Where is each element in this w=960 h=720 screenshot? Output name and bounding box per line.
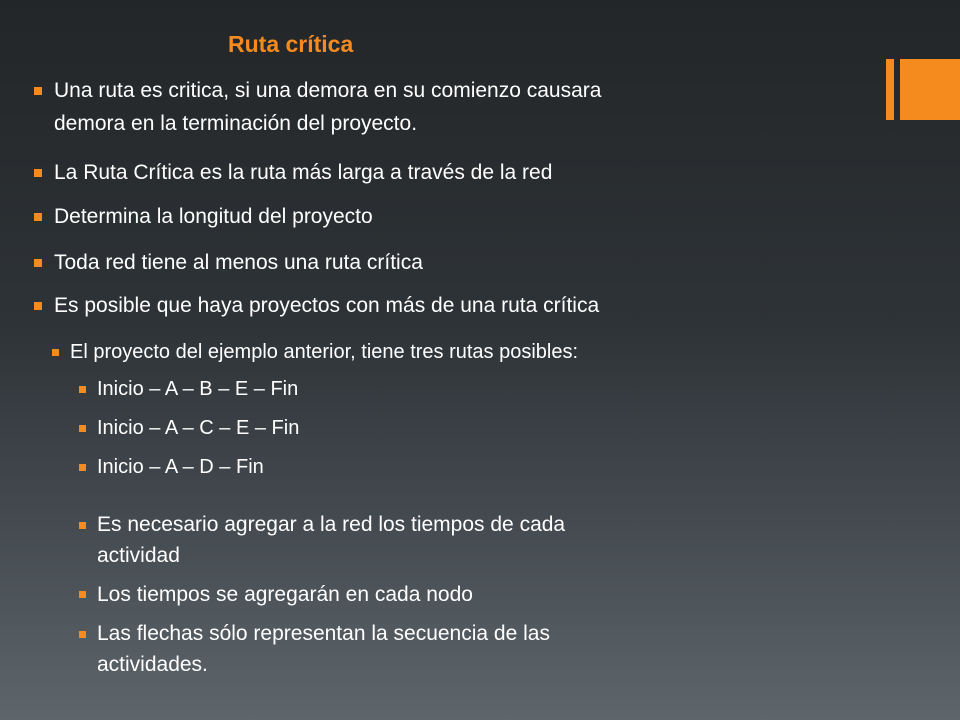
square-bullet-icon [79,464,86,471]
note-text-line: Es necesario agregar a la red los tiempos de cada [97,513,566,536]
note-text-line: Los tiempos se agregarán en cada nodo [97,583,473,606]
bullet-text: La Ruta Crítica es la ruta más larga a través de la red [54,161,553,184]
route-item [97,412,299,445]
note-text-line: actividades. [97,653,208,676]
route-text: Inicio – A – D – Fin [97,456,264,478]
square-bullet-icon [34,302,42,310]
bullet-every-network [54,246,423,279]
bullet-text: Determina la longitud del proyecto [54,205,373,228]
accent-bar-thin [886,59,894,120]
sub-bullet-example [70,336,578,369]
slide-title: Ruta crítica [228,31,354,57]
bullet-critical-route-definition [54,74,601,140]
route-item [97,373,298,406]
square-bullet-icon [34,259,42,267]
square-bullet-icon [34,213,42,221]
bullet-text: Es posible que haya proyectos con más de una ruta crítica [54,294,600,317]
route-text: Inicio – A – C – E – Fin [97,417,300,439]
square-bullet-icon [52,349,59,356]
bullet-text-line: Una ruta es critica, si una demora en su comienzo causara [54,79,602,102]
note-item [97,618,550,680]
bullet-multiple-routes [54,289,599,322]
bullet-text: Toda red tiene al menos una ruta crítica [54,251,423,274]
square-bullet-icon [79,522,86,529]
square-bullet-icon [79,425,86,432]
note-text-line: Las flechas sólo representan la secuencia de las [97,622,550,645]
route-item [97,451,264,484]
square-bullet-icon [34,169,42,177]
note-item [97,578,473,611]
square-bullet-icon [79,631,86,638]
bullet-text-line: demora en la terminación del proyecto. [54,112,418,135]
square-bullet-icon [79,386,86,393]
note-text-line: actividad [97,544,180,567]
sub-bullet-text: El proyecto del ejemplo anterior, tiene tres rutas posibles: [70,341,579,363]
square-bullet-icon [34,87,42,95]
note-item [97,509,565,571]
accent-bar-thick [900,59,960,120]
bullet-longest-route [54,156,552,189]
route-text: Inicio – A – B – E – Fin [97,378,299,400]
bullet-project-length [54,200,373,233]
square-bullet-icon [79,591,86,598]
